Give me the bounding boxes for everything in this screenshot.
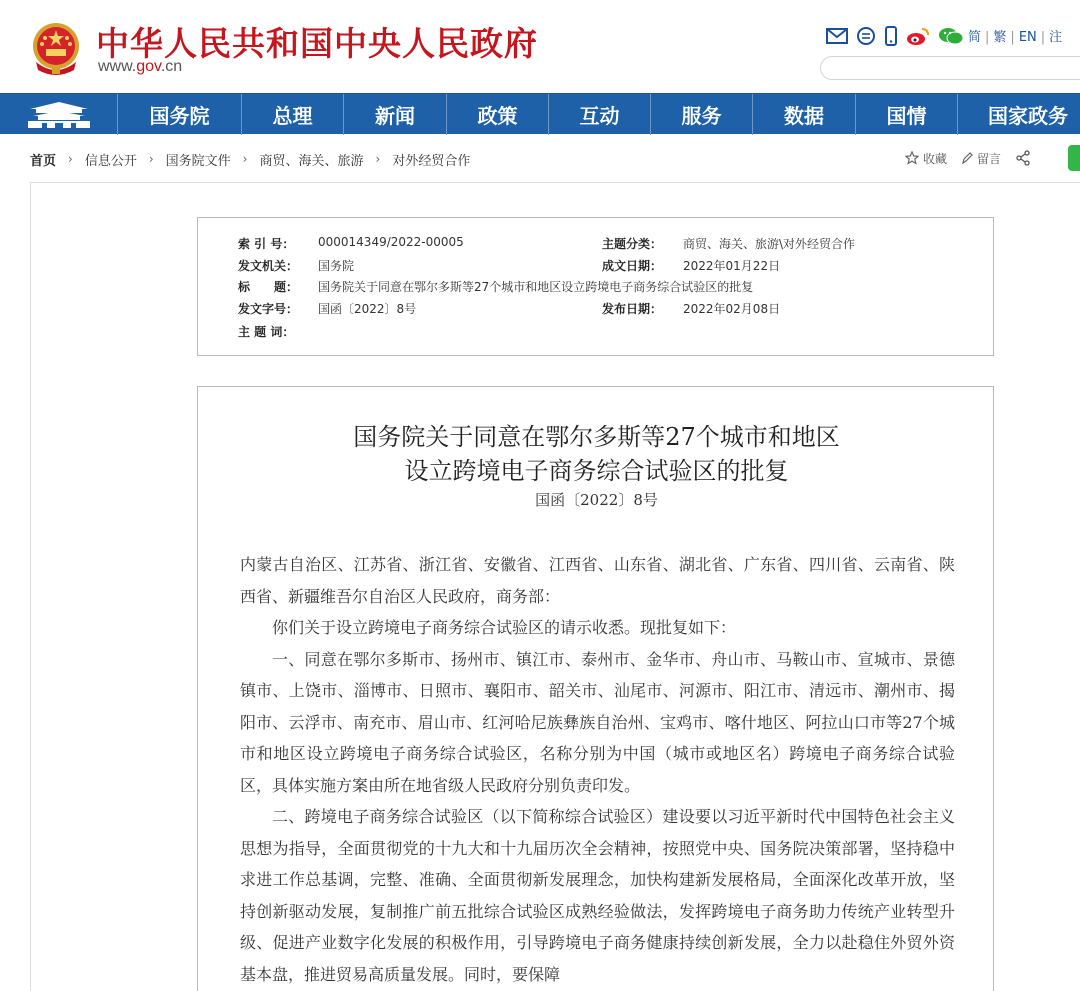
nav-home[interactable] [0, 94, 118, 135]
site-url-suffix: .cn [160, 58, 183, 75]
main-nav [0, 93, 1080, 134]
mail-icon[interactable] [826, 27, 848, 45]
nav-premier[interactable]: 总理 [242, 94, 344, 135]
article-paragraph: 二、跨境电子商务综合试验区（以下简称综合试验区）建设要以习近平新时代中国特色社会主义思想为指导，全面贯彻党的十九大和十九届历次全会精神，按照党中央、国务院决策部署，坚持稳中求进工作总基调，完整、准确、全面贯彻新发展理念，加快构建新发展格局，全面深化改革开放，坚持创新驱动发展，复制推广前五批综合试验区成熟经验做法，发挥跨境电子商务助力传统产业转型升级、促进产业数字化发展的积极作用，引导跨境电子商务健康持续创新发展，全力以赴稳住外贸外资基本盘，推进贸易高质量发展。同时，要保障 [240, 807, 955, 984]
meta-pubdate-label: 发布日期： [602, 302, 663, 316]
chevron-right-icon: › [148, 152, 154, 166]
tiananmen-icon [24, 100, 94, 130]
lang-traditional[interactable]: 繁 [993, 30, 1007, 45]
wechat-icon[interactable] [938, 26, 964, 46]
lang-divider: | [1010, 30, 1015, 45]
meta-topic-value: 商贸、海关、旅游\对外经贸合作 [683, 237, 856, 251]
lang-register[interactable]: 注 [1049, 30, 1063, 45]
breadcrumb-trade-customs-tourism[interactable]: 商贸、海关、旅游 [259, 153, 364, 169]
meta-keywords-label: 主 题 词： [238, 325, 295, 339]
nav-national-conditions[interactable]: 国情 [856, 94, 958, 135]
meta-title-label: 标 题： [238, 280, 299, 294]
nav-news[interactable]: 新闻 [344, 94, 447, 135]
comment-label: 留言 [977, 151, 1002, 166]
breadcrumb-foreign-trade[interactable]: 对外经贸合作 [392, 153, 471, 169]
favorite-button[interactable] [905, 150, 947, 167]
meta-title-value: 国务院关于同意在鄂尔多斯等27个城市和地区设立跨境电子商务综合试验区的批复 [318, 280, 754, 294]
article-title-line-2: 设立跨境电子商务综合试验区的批复 [404, 457, 789, 485]
site-url-domain: gov [136, 58, 161, 75]
wechat-share-icon[interactable] [1068, 145, 1080, 171]
article-doc-number: 国函〔2022〕8号 [535, 491, 658, 509]
article-body [197, 386, 994, 991]
meta-pubdate-value: 2022年02月08日 [683, 302, 781, 316]
search-input[interactable] [820, 56, 1080, 80]
message-icon[interactable] [856, 26, 876, 46]
lang-simplified[interactable]: 简 [968, 30, 982, 45]
mobile-icon[interactable] [884, 26, 898, 46]
article-paragraph: 一、同意在鄂尔多斯市、扬州市、镇江市、泰州市、金华市、舟山市、马鞍山市、宣城市、景德镇市、上饶市、淄博市、日照市、襄阳市、韶关市、汕尾市、河源市、阳江市、清远市、潮州市、揭阳市、云浮市、南充市、眉山市、红河哈尼族彝族自治州、宝鸡市、喀什地区、阿拉山口市等27个城市和地区设立跨境电子商务综合试验区，名称分别为中国（城市或地区名）跨境电子商务综合试验区，具体实施方案由所在地省级人民政府分别负责印发。 [240, 649, 955, 795]
meta-index-label: 索 引 号： [238, 237, 295, 251]
pencil-icon [961, 151, 973, 165]
weibo-icon[interactable] [906, 26, 930, 46]
breadcrumb-info-disclosure[interactable]: 信息公开 [84, 153, 137, 169]
breadcrumb-state-council-docs[interactable]: 国务院文件 [165, 153, 231, 169]
star-icon [905, 151, 919, 165]
article-text [240, 549, 955, 990]
meta-docno-label: 发文字号： [238, 302, 299, 316]
top-icon-bar [826, 25, 972, 47]
article-title-line-1: 国务院关于同意在鄂尔多斯等27个城市和地区 [353, 423, 840, 451]
share-button[interactable] [1015, 150, 1035, 166]
meta-date-value: 2022年01月22日 [683, 259, 781, 273]
nav-interaction[interactable]: 互动 [549, 94, 651, 135]
lang-divider: | [1040, 30, 1046, 45]
chevron-right-icon: › [242, 152, 248, 166]
national-emblem-icon[interactable] [30, 20, 82, 76]
meta-index-value: 000014349/2022-00005 [318, 235, 464, 249]
comment-button[interactable] [961, 150, 1001, 167]
meta-issuer-value: 国务院 [318, 259, 355, 273]
lang-english[interactable]: EN [1018, 30, 1037, 45]
meta-topic-label: 主题分类： [602, 237, 663, 251]
nav-services[interactable]: 服务 [651, 94, 753, 135]
page-tools [905, 148, 1049, 168]
meta-date-label: 成文日期： [602, 259, 663, 273]
site-header [0, 0, 1080, 93]
chevron-right-icon: › [68, 152, 73, 166]
language-switch [968, 26, 1062, 45]
nav-data[interactable]: 数据 [753, 94, 856, 135]
site-url-prefix: www. [98, 58, 137, 75]
article-paragraph: 你们关于设立跨境电子商务综合试验区的请示收悉。现批复如下： [272, 618, 737, 637]
breadcrumb-home[interactable]: 首页 [30, 153, 57, 169]
meta-issuer-label: 发文机关： [238, 259, 299, 273]
breadcrumb [30, 150, 470, 168]
favorite-label: 收藏 [923, 151, 948, 166]
lang-divider: | [985, 30, 990, 45]
chevron-right-icon: › [375, 152, 381, 166]
document-meta-table [197, 217, 994, 356]
article-paragraph: 内蒙古自治区、江苏省、浙江省、安徽省、江西省、山东省、湖北省、广东省、四川省、云南省、陕西省、新疆维吾尔自治区人民政府，商务部： [240, 555, 955, 606]
meta-docno-value: 国函〔2022〕8号 [318, 302, 417, 316]
nav-gov-services[interactable]: 国家政务 [988, 104, 1068, 128]
site-url[interactable] [98, 58, 182, 76]
nav-policy[interactable]: 政策 [447, 94, 549, 135]
site-title[interactable]: 中华人民共和国中央人民政府 [96, 24, 538, 63]
share-icon [1015, 150, 1031, 166]
nav-state-council[interactable]: 国务院 [118, 94, 242, 135]
